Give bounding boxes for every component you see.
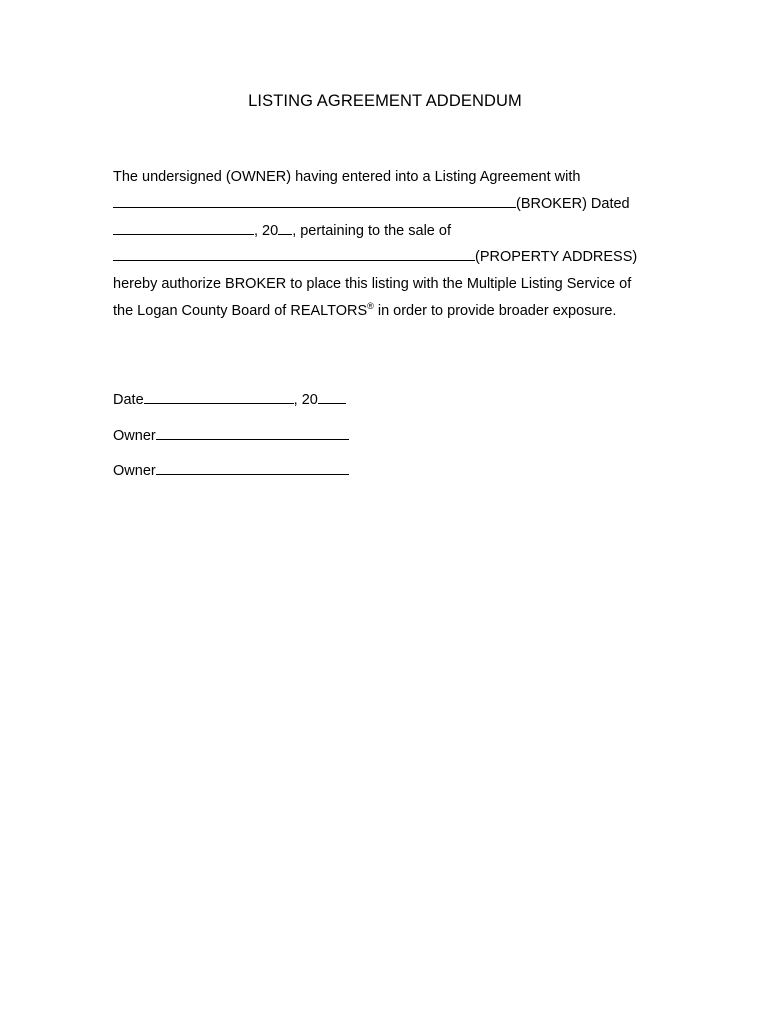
owner-row-1: [113, 427, 349, 445]
paragraph-line-3: [113, 222, 451, 240]
date-year-prefix: , 20: [293, 392, 318, 408]
owner-1-signature-blank[interactable]: [156, 427, 349, 440]
paragraph-line-5-text: hereby authorize BROKER to place this listing with the Multiple Listing Service of: [113, 276, 632, 292]
paragraph-line-2: [113, 195, 630, 213]
paragraph-line-1: [113, 168, 580, 186]
owner-2-label: Owner: [113, 463, 156, 479]
property-address-label: (PROPERTY ADDRESS): [475, 249, 638, 265]
paragraph-line-6-suffix: in order to provide broader exposure.: [373, 303, 617, 319]
registered-mark: ®: [367, 301, 374, 311]
owner-1-label: Owner: [113, 428, 156, 444]
date-blank[interactable]: [144, 391, 294, 404]
paragraph-line-6: [113, 302, 616, 320]
owner-row-2: [113, 462, 349, 480]
paragraph-line-4: [113, 248, 637, 266]
date-year-blank[interactable]: [318, 391, 346, 404]
document-title: LISTING AGREEMENT ADDENDUM: [248, 92, 522, 110]
broker-label: (BROKER) Dated: [516, 196, 630, 212]
owner-2-signature-blank[interactable]: [156, 462, 349, 475]
dated-year-prefix: , 20: [254, 223, 279, 239]
date-row: [113, 391, 346, 409]
broker-name-blank[interactable]: [113, 195, 516, 208]
paragraph-line-1-text: The undersigned (OWNER) having entered into a Listing Agreement with: [113, 169, 581, 185]
dated-blank[interactable]: [113, 222, 254, 235]
paragraph-line-6-prefix: the Logan County Board of REALTORS: [113, 303, 368, 319]
paragraph-line-5: [113, 275, 631, 293]
date-label: Date: [113, 392, 144, 408]
dated-year-blank[interactable]: [278, 222, 292, 235]
pertaining-text: , pertaining to the sale of: [292, 223, 451, 239]
property-address-blank[interactable]: [113, 248, 475, 261]
